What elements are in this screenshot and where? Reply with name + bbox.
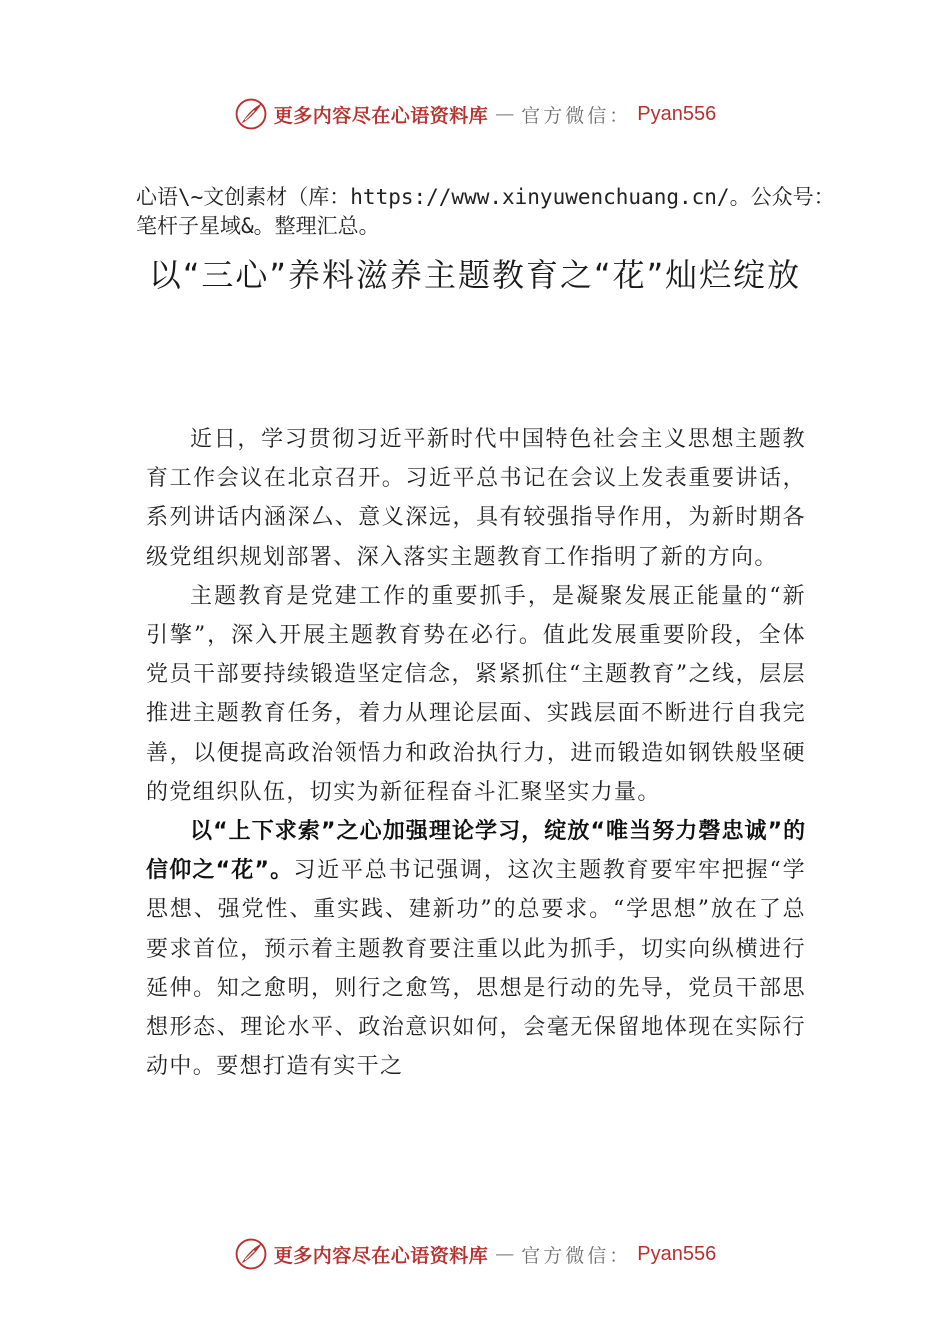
paragraph: [146, 577, 806, 812]
banner-main-text: 更多内容尽在心语资料库: [273, 1244, 489, 1267]
source-line: 心语\~文创素材（库：https://www.xinyuwenchuang.cn/。公众号：笔杆子星域&。整理汇总。: [136, 185, 835, 238]
header-banner: [0, 92, 950, 136]
banner-wechat-label: 官方微信：: [521, 104, 632, 127]
banner-dash: —: [495, 1243, 515, 1265]
paragraph-lead: 以“上下求索”之心加强理论学习，绽放“唯当努力磬忠诚”的信仰之“花”。: [146, 819, 806, 884]
paragraph-text: 近日，学习贯彻习近平新时代中国特色社会主义思想主题教育工作会议在北京召开。习近平总书记在会议上发表重要讲话，系列讲话内涵深厶、意义深远，具有较强指导作用，为新时期各级党组织规划部署、深入落实主题教育工作指明了新的方向。: [146, 427, 806, 570]
paragraph: [146, 420, 806, 577]
paragraph-text: 习近平总书记强调，这次主题教育要牢牢把握“学思想、强党性、重实践、建新功”的总要求。“学思想”放在了总要求首位，预示着主题教育要注重以此为抓手，切实向纵横进行延伸。知之愈明，则行之愈笃，思想是行动的先导，党员干部思想形态、理论水平、政治意识如何，会毫无保留地体现在实际行动中。要想打造有实干之: [146, 858, 806, 1080]
quill-pen-logo-icon: [234, 97, 268, 131]
banner-dash: —: [495, 103, 515, 125]
banner-wechat-id: Pyan556: [637, 1242, 717, 1265]
page-title: 以“三心”养料滋养主题教育之“花”灿烂绽放: [148, 256, 802, 294]
document-body: [146, 420, 806, 1086]
footer-banner: [0, 1232, 950, 1276]
banner-wechat-id: Pyan556: [637, 102, 717, 125]
paragraph: [146, 812, 806, 1086]
quill-pen-logo-icon: [234, 1237, 268, 1271]
paragraph-text: 主题教育是党建工作的重要抓手，是凝聚发展正能量的“新引擎”，深入开展主题教育势在必行。值此发展重要阶段，全体党员干部要持续锻造坚定信念，紧紧抓住“主题教育”之线，层层推进主题教育任务，着力从理论层面、实践层面不断进行自我完善，以便提高政治领悟力和政治执行力，进而锻造如钢铁般坚硬的党组织队伍，切实为新征程奋斗汇聚坚实力量。: [146, 583, 806, 805]
banner-wechat-label: 官方微信：: [521, 1244, 632, 1267]
banner-main-text: 更多内容尽在心语资料库: [273, 104, 489, 127]
